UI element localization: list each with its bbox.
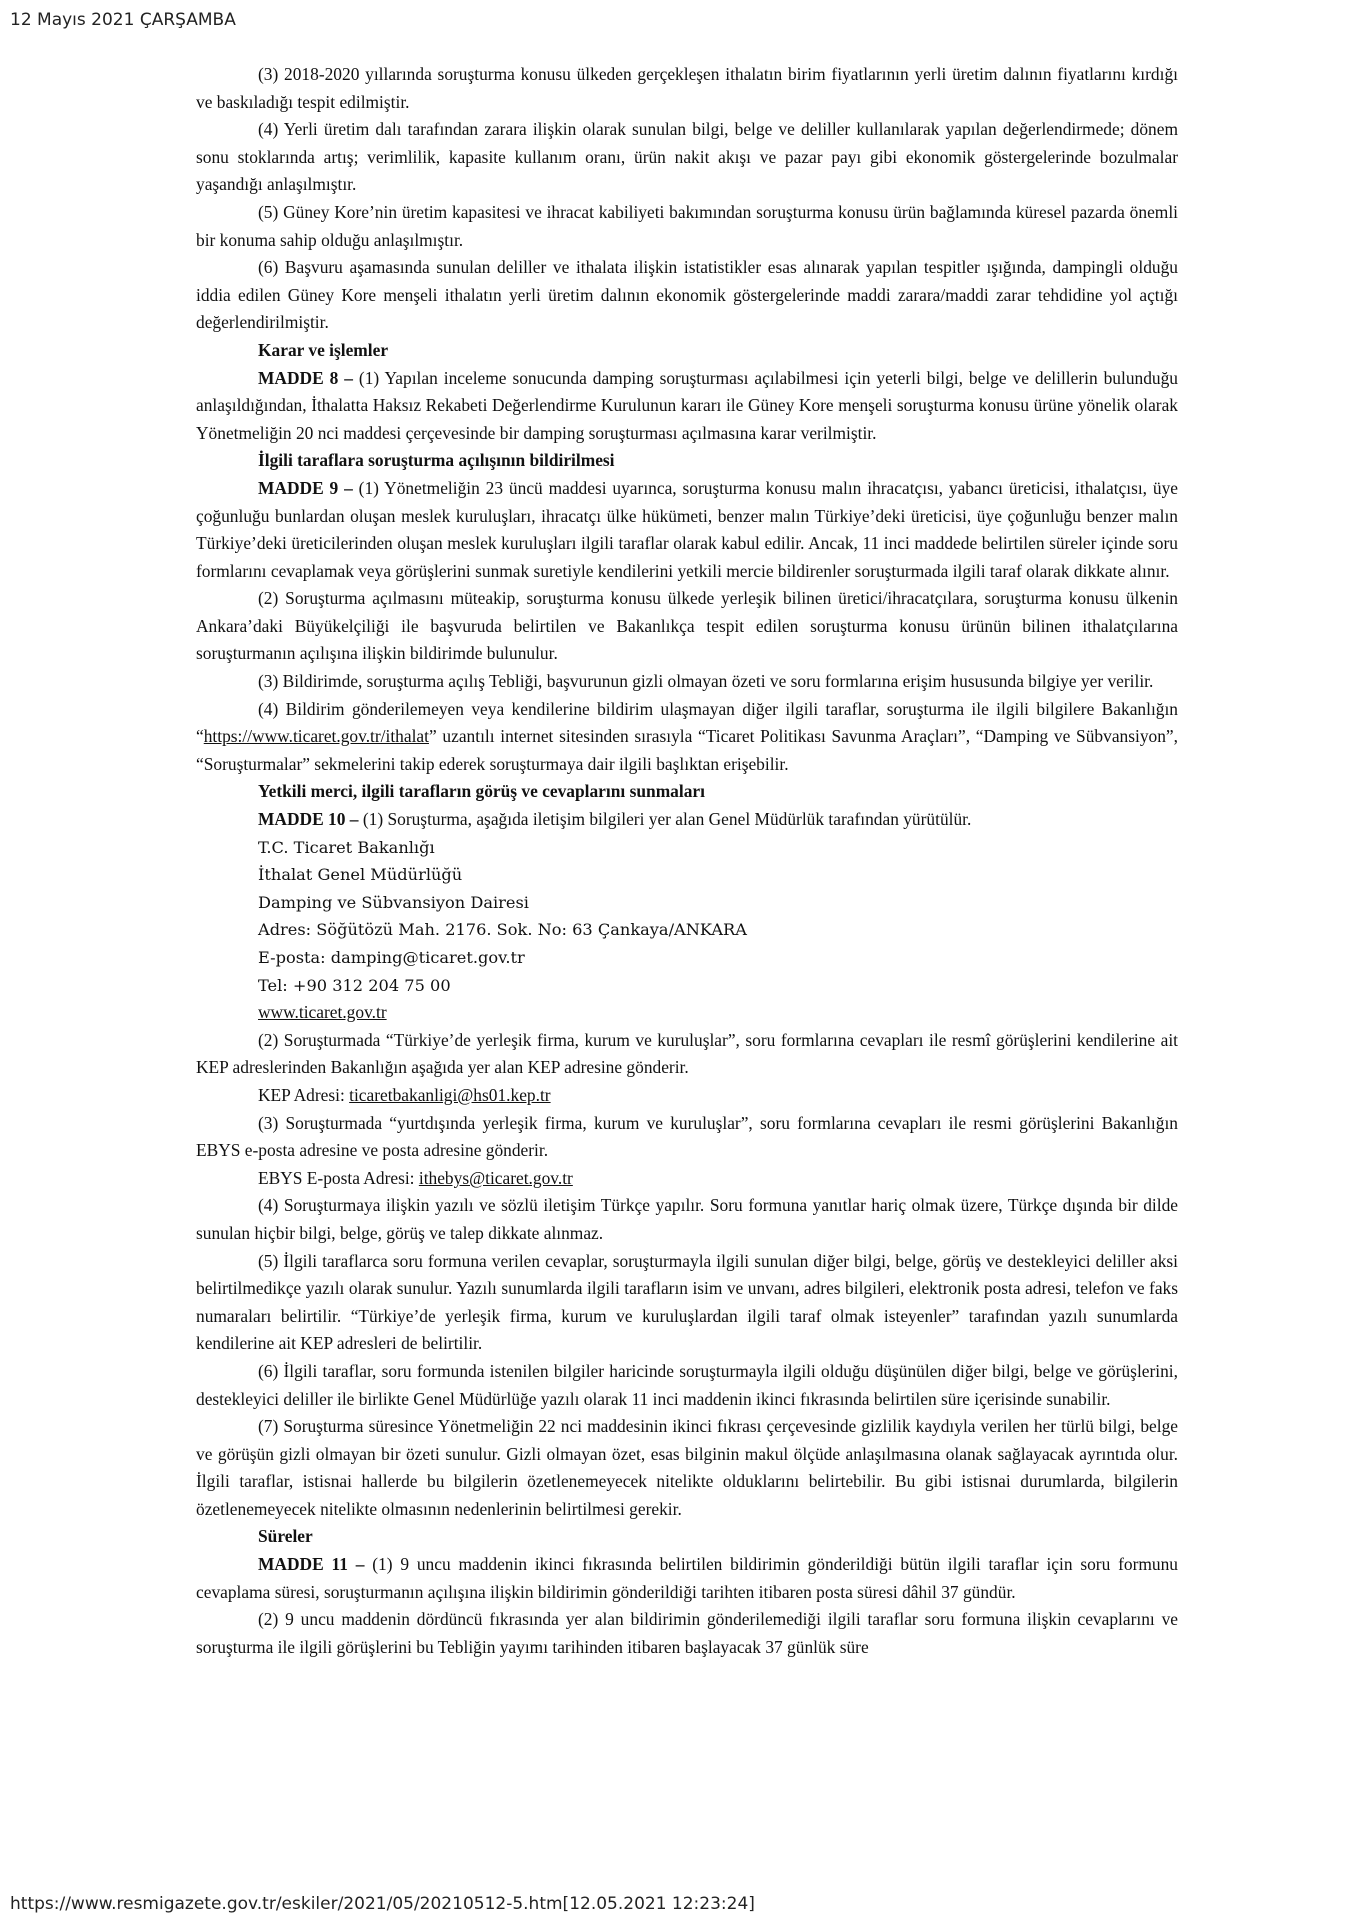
article-label: MADDE 10 – xyxy=(258,809,359,830)
article-text: (1) Yapılan inceleme sonucunda damping soruşturması açılabilmesi için yeterli bilgi, belge ve delillerin bulunduğu anlaşıldığından, İthalatta Haksız Rekabeti Değerlendirme Kurulunun kararı ile Güney Kore menşeli soruşturma konusu ürüne yönelik olarak Yönetmeliğin 20 nci maddesi çerçevesinde bir damping soruşturması açılmasına karar verilmiştir. xyxy=(196,367,1178,443)
article-text: (1) 9 uncu maddenin ikinci fıkrasında belirtilen bildirimin gönderildiği bütün ilgili taraflar için soru formunu cevaplama süresi, soruşturmanın açılışına ilişkin bildirimin gönderildiği tarihten itibaren posta süresi dâhil 37 gündür. xyxy=(196,1554,1178,1602)
paragraph: (2) Soruşturma açılmasını müteakip, soruşturma konusu ülkede yerleşik bilinen üretici/ihracatçılara, soruşturma konusu ülkenin Ankara’daki Büyükelçiliği ile başvuruda belirtilen ve Bakanlıkça tespit edilen soruşturma konusu ürünün bilinen ithalatçılarına soruşturmanın açılışına ilişkin bildirimde bulunulur. xyxy=(196,588,1178,664)
article-text: (1) Yönetmeliğin 23 üncü maddesi uyarınca, soruşturma konusu malın ihracatçısı, yabancı üreticisi, ithalatçısı, üye çoğunluğu bunlardan oluşan meslek kuruluşları, ihracatçı ülke hükümeti, benzer malın Türkiye’deki üreticisi, üye çoğunluğu benzer malın Türkiye’deki üreticilerinden oluşan meslek kuruluşları ilgili taraflar olarak kabul edilir. Ancak, 11 inci maddede belirtilen süreler içinde soru formlarını cevaplamak veya görüşlerini sunmak suretiyle kendilerini yetkili mercie bildirenler soruşturmada ilgili taraf olarak dikkate alınır. xyxy=(196,477,1178,581)
paragraph xyxy=(196,696,1178,779)
article-label: MADDE 8 – xyxy=(258,367,353,388)
paragraph: (5) Güney Kore’nin üretim kapasitesi ve ihracat kabiliyeti bakımından soruşturma konusu ürün bağlamında küresel pazarda önemli bir konuma sahip olduğu anlaşılmıştır. xyxy=(196,201,1178,250)
article-11 xyxy=(196,1551,1178,1606)
paragraph-text: (4) Bildirim gönderilemeyen veya kendilerine bildirim ulaşmayan diğer ilgili taraflar, soruşturma ile ilgili bilgilere Bakanlığın “ xyxy=(196,698,1178,747)
section-heading: Süreler xyxy=(258,1526,313,1547)
paragraph: (2) Soruşturmada “Türkiye’de yerleşik firma, kurum ve kuruluşlar”, soru formlarına cevapları ile resmî görüşlerini kendilerine ait KEP adreslerinden Bakanlığın aşağıda yer alan KEP adresine gönderir. xyxy=(196,1029,1178,1078)
address-line: Damping ve Sübvansiyon Dairesi xyxy=(258,892,529,912)
article-label: MADDE 9 – xyxy=(258,477,353,498)
article-10 xyxy=(196,806,1178,834)
address-line: E-posta: damping@ticaret.gov.tr xyxy=(258,948,525,967)
address-line: Adres: Söğütözü Mah. 2176. Sok. No: 63 Çankaya/ANKARA xyxy=(258,920,747,940)
section-heading: Karar ve işlemler xyxy=(258,339,389,360)
address-line: İthalat Genel Müdürlüğü xyxy=(258,865,463,885)
kep-address-link[interactable]: ticaretbakanligi@hs01.kep.tr xyxy=(349,1084,551,1105)
paragraph: (3) Bildirimde, soruşturma açılış Tebliği, başvurunun gizli olmayan özeti ve soru formlarına erişim hususunda bilgiye yer verilir. xyxy=(258,671,1154,692)
paragraph: (5) İlgili taraflarca soru formuna verilen cevaplar, soruşturmayla ilgili sunulan diğer bilgi, belge, görüş ve destekleyici deliller aksi belirtilmedikçe yazılı olarak sunulur. Yazılı sunumlarda ilgili tarafların isim ve unvanı, adres bilgileri, elektronik posta adresi, telefon ve faks numaraları belirtilir. “Türkiye’de yerleşik firma, kurum ve kuruluşlardan ilgili taraf olmak isteyenler” tarafından yazılı sunumlarda kendilerine ait KEP adresleri de belirtilir. xyxy=(196,1250,1178,1354)
paragraph-text: ” uzantılı internet sitesinden sırasıyla “Ticaret Politikası Savunma Araçları”, “Damping ve Sübvansiyon”, “Soruşturmalar” sekmelerini takip ederek soruşturmaya dair ilgili başlıktan erişebilir. xyxy=(196,726,1178,774)
kep-label: KEP Adresi: xyxy=(258,1084,350,1105)
address-line: Tel: +90 312 204 75 00 xyxy=(258,975,451,995)
website-line xyxy=(196,999,1178,1027)
page-header-date: 12 Mayıs 2021 ÇARŞAMBA xyxy=(10,10,236,30)
paragraph: (6) Başvuru aşamasında sunulan deliller ve ithalata ilişkin istatistikler esas alınarak yapılan tespitler ışığında, dampingli olduğu iddia edilen Güney Kore menşeli ithalatın yerli üretim dalının ekonomik göstergelerinde maddi zarara/maddi zarar tehdidine yol açtığı değerlendirilmiştir. xyxy=(196,257,1178,333)
paragraph: (3) Soruşturmada “yurtdışında yerleşik firma, kurum ve kuruluşlar”, soru formlarına cevapları ile resmi görüşlerini Bakanlığın EBYS e-posta adresine ve posta adresine gönderir. xyxy=(196,1112,1178,1161)
document-body xyxy=(196,61,1178,1661)
article-8 xyxy=(196,365,1178,448)
article-9 xyxy=(196,475,1178,585)
page-footer-url: https://www.resmigazete.gov.tr/eskiler/2021/05/20210512-5.htm[12.05.2021 12:23:24] xyxy=(10,1894,755,1914)
address-line: T.C. Ticaret Bakanlığı xyxy=(258,837,435,857)
website-link[interactable]: www.ticaret.gov.tr xyxy=(258,1002,387,1023)
paragraph: (4) Yerli üretim dalı tarafından zarara ilişkin olarak sunulan bilgi, belge ve deliller kullanılarak yapılan değerlendirmede; dönem sonu stoklarında artış; verimlilik, kapasite kullanım oranı, ürün nakit akışı ve pazar payı gibi ekonomik göstergelerinde bozulmalar yaşandığı anlaşılmıştır. xyxy=(196,119,1178,195)
kep-address-line xyxy=(196,1082,1178,1110)
ebys-email-link[interactable]: ithebys@ticaret.gov.tr xyxy=(418,1167,573,1188)
article-text: (1) Soruşturma, aşağıda iletişim bilgileri yer alan Genel Müdürlük tarafından yürütülür. xyxy=(358,809,972,830)
ticaret-ithalat-link[interactable]: https://www.ticaret.gov.tr/ithalat xyxy=(203,726,429,747)
paragraph: (4) Soruşturmaya ilişkin yazılı ve sözlü iletişim Türkçe yapılır. Soru formuna yanıtlar hariç olmak üzere, Türkçe dışında bir dilde sunulan hiçbir bilgi, belge, görüş ve talep dikkate alınmaz. xyxy=(196,1195,1178,1243)
section-heading: Yetkili merci, ilgili tarafların görüş ve cevaplarını sunmaları xyxy=(258,781,705,802)
section-heading: İlgili taraflara soruşturma açılışının bildirilmesi xyxy=(258,450,615,471)
paragraph: (7) Soruşturma süresince Yönetmeliğin 22 nci maddesinin ikinci fıkrası çerçevesinde gizlilik kaydıyla verilen her türlü bilgi, belge ve görüşün gizli olmayan bir özeti sunulur. Gizli olmayan özet, esas bilginin makul ölçüde anlaşılmasına olanak sağlayacak ayrıntıda olur. İlgili taraflar, istisnai hallerde bu bilgilerin özetlenemeyecek nitelikte olduklarını belirtebilir. Bu gibi istisnai durumlarda, bilgilerin özetlenemeyecek nitelikte olmasının nedenlerinin belirtilmesi gerekir. xyxy=(196,1416,1178,1519)
paragraph: (6) İlgili taraflar, soru formunda istenilen bilgiler haricinde soruşturmayla ilgili olduğu düşünülen diğer bilgi, belge ve görüşlerini, destekleyici deliller ile birlikte Genel Müdürlüğe yazılı olarak 11 inci maddenin ikinci fıkrasında belirtilen süre içerisinde sunabilir. xyxy=(196,1360,1178,1409)
paragraph: (2) 9 uncu maddenin dördüncü fıkrasında yer alan bildirimin gönderilemediği ilgili taraflar soru formuna ilişkin cevaplarını ve soruşturma ile ilgili görüşlerini bu Tebliğin yayımı tarihinden itibaren başlayacak 37 günlük süre xyxy=(196,1609,1178,1657)
ebys-label: EBYS E-posta Adresi: xyxy=(258,1167,419,1188)
article-label: MADDE 11 – xyxy=(258,1554,365,1575)
ebys-address-line xyxy=(196,1165,1178,1193)
paragraph: (3) 2018-2020 yıllarında soruşturma konusu ülkeden gerçekleşen ithalatın birim fiyatlarının yerli üretim dalının fiyatlarını kırdığı ve baskıladığı tespit edilmiştir. xyxy=(196,64,1178,112)
